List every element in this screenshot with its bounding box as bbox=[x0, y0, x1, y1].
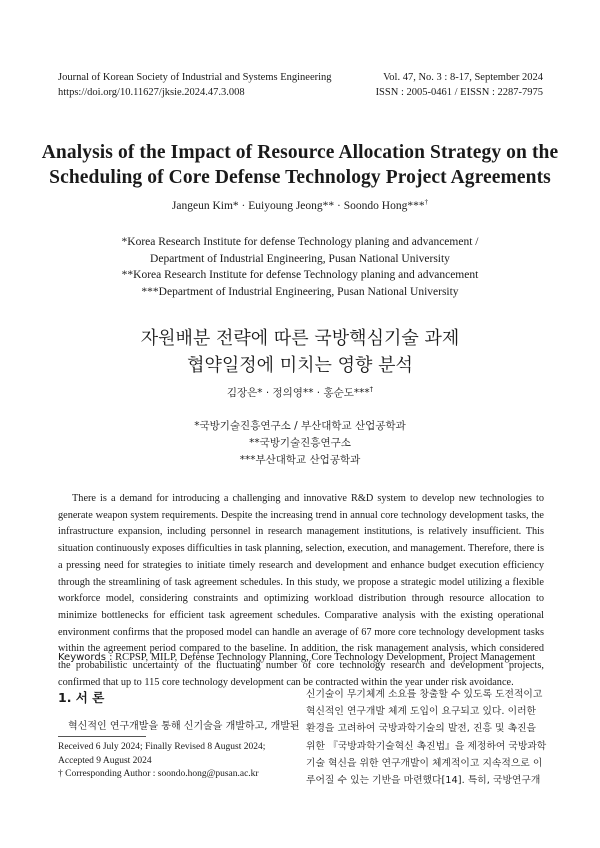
title-ko-line2: 협약일정에 미치는 영향 분석 bbox=[187, 355, 413, 376]
affiliation-en-line: ***Department of Industrial Engineering, Pusan National University bbox=[141, 285, 459, 298]
body-text-col1: 혁신적인 연구개발을 통해 신기술을 개발하고, 개발된 bbox=[68, 721, 300, 732]
footnote-divider bbox=[58, 736, 146, 737]
issn-info: ISSN : 2005-0461 / EISSN : 2287-7975 bbox=[375, 87, 543, 98]
title-en-line2: Scheduling of Core Defense Technology Project Agreements bbox=[49, 167, 551, 188]
authors-en bbox=[0, 200, 600, 212]
authors-en-names: Jangeun Kim* · Euiyoung Jeong** · Soondo Hong*** bbox=[171, 200, 425, 212]
corresponding-mark-ko: † bbox=[369, 385, 374, 394]
body-line: 환경을 고려하여 국방과학기술의 발전, 진흥 및 촉진을 bbox=[306, 723, 537, 735]
received-date: Received 6 July 2024; Finally Revised 8 August 2024; bbox=[58, 742, 266, 752]
affiliation-en-line: *Korea Research Institute for defense Technology planing and advancement / bbox=[121, 236, 479, 248]
keywords-list: RCPSP, MILP, Defense Technology Planning, Core Technology Development, Project Management bbox=[115, 652, 536, 663]
volume-info: Vol. 47, No. 3 : 8-17, September 2024 bbox=[383, 72, 543, 83]
paper-title-ko bbox=[30, 325, 570, 379]
affiliation-ko-line: **국방기술진흥연구소 bbox=[249, 437, 351, 449]
corresponding-mark: † bbox=[424, 198, 429, 207]
doi-link[interactable]: https://doi.org/10.11627/jksie.2024.47.3.008 bbox=[58, 87, 245, 98]
body-line: 위한 『국방과학기술혁신 촉진법』을 제정하여 국방과학 bbox=[306, 740, 547, 752]
affiliations-ko bbox=[0, 418, 600, 469]
keywords bbox=[58, 652, 558, 663]
body-line: 루어질 수 있는 기반을 마련했다[14]. 특히, 국방연구개 bbox=[306, 775, 541, 787]
affiliations-en bbox=[30, 234, 570, 300]
footnotes bbox=[58, 741, 265, 782]
body-line: 신기술이 무기체계 소요를 창출할 수 있도록 도전적이고 bbox=[306, 689, 543, 700]
title-ko-line1: 자원배분 전략에 따른 국방핵심기술 과제 bbox=[140, 328, 460, 349]
body-text-col2 bbox=[306, 686, 547, 789]
corresponding-author: † Corresponding Author : soondo.hong@pusan.ac.kr bbox=[58, 769, 259, 779]
affiliation-ko-line: ***부산대학교 산업공학과 bbox=[239, 454, 361, 466]
accepted-date: Accepted 9 August 2024 bbox=[58, 755, 152, 766]
affiliation-ko-line: *국방기술진흥연구소 / 부산대학교 산업공학과 bbox=[194, 420, 406, 432]
body-line: 기술 혁신을 위한 연구개발이 체계적이고 지속적으로 이 bbox=[306, 757, 543, 769]
title-en-line1: Analysis of the Impact of Resource Allocation Strategy on the bbox=[41, 142, 559, 163]
abstract-text: There is a demand for introducing a challenging and innovative R&D system to develop new technologies to generate weapon system requirements. Despite the increasing trend in annual core technology development tasks, the infrastructure expansion, including personnel in research management institutions, is relatively insufficient. This situation continuously exposes difficulties in task planning, selection, execution, and management. Therefore, there is a pressing need for strategies to initiate timely research and development and enhance budget execution efficiency through the streamlining of task agreement schedules. In this study, we propose a strategic model utilizing a flexible workforce model, considering constraints and optimizing workload distribution through resource allocation to minimize bottlenecks for efficient task agreement schedules. Comparative analysis with the existing operational environment confirms that the proposed model can handle an average of 67 more core technology development tasks within the agreement period compared to the baseline. In addition, the risk management analysis, which considered the probabilistic uncertainty of the fluctuating number of core technology research and development projects, confirmed that up to 115 core technology development can be contracted within the year under risk avoidance. bbox=[58, 493, 544, 688]
body-line: 혁신적인 연구개발 체계 도입이 요구되고 있다. 이러한 bbox=[306, 706, 537, 718]
paper-title-en bbox=[30, 140, 570, 190]
affiliation-en-line: **Korea Research Institute for defense Technology planing and advancement bbox=[121, 269, 479, 281]
section-heading-introduction: 1. 서 론 bbox=[58, 690, 105, 705]
authors-ko-names: 김장은* · 정의영** · 홍순도*** bbox=[226, 387, 370, 399]
affiliation-en-line: Department of Industrial Engineering, Pusan National University bbox=[150, 252, 450, 265]
journal-name: Journal of Korean Society of Industrial and Systems Engineering bbox=[58, 72, 332, 83]
authors-ko bbox=[0, 385, 600, 400]
keywords-label: Keywords : bbox=[58, 652, 113, 663]
